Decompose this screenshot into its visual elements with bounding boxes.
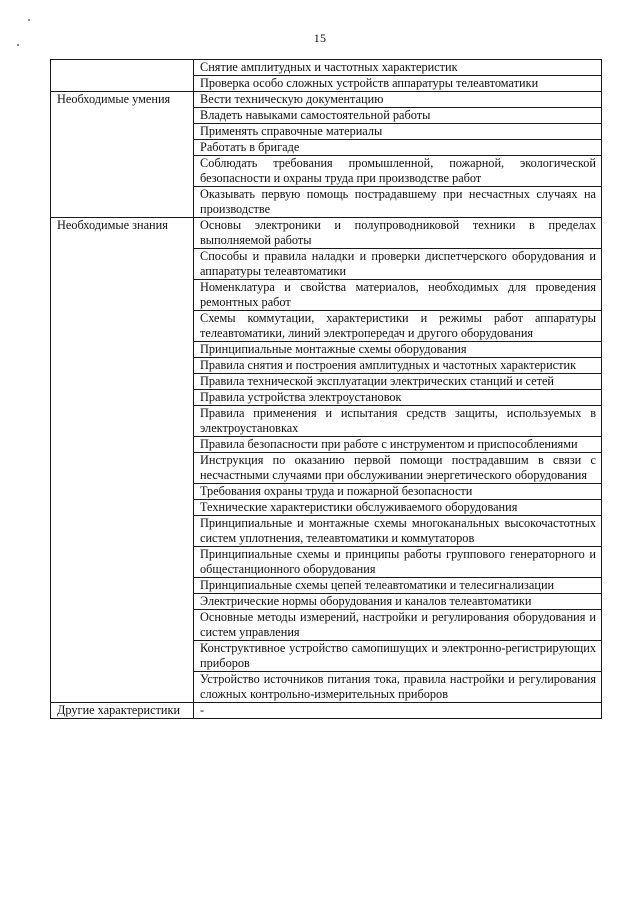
knowledge-item: Принципиальные схемы цепей телеавтоматики и телесигнализации — [194, 578, 602, 594]
scan-speck — [17, 44, 19, 46]
knowledge-item: Правила технической эксплуатации электрических станций и сетей — [194, 374, 602, 390]
other-label: Другие характеристики — [51, 703, 194, 719]
knowledge-item: Принципиальные монтажные схемы оборудования — [194, 342, 602, 358]
knowledge-item: Основы электроники и полупроводниковой техники в пределах выполняемой работы — [194, 218, 602, 249]
skill-item: Соблюдать требования промышленной, пожарной, экологической безопасности и охраны труда при производстве работ — [194, 156, 602, 187]
skill-item: Работать в бригаде — [194, 140, 602, 156]
knowledge-item: Основные методы измерений, настройки и регулирования оборудования и систем управления — [194, 610, 602, 641]
skill-item: Оказывать первую помощь пострадавшему при несчастных случаях на производстве — [194, 187, 602, 218]
table-row — [51, 218, 602, 249]
knowledge-item: Схемы коммутации, характеристики и режимы работ аппаратуры телеавтоматики, линий электропередач и другого оборудования — [194, 311, 602, 342]
knowledge-item: Инструкция по оказанию первой помощи пострадавшим в связи с несчастными случаями при обслуживании энергетического оборудования — [194, 453, 602, 484]
empty-label-cell — [51, 60, 194, 92]
knowledge-item: Принципиальные и монтажные схемы многоканальных высокочастотных систем уплотнения, телеавтоматики и коммутаторов — [194, 516, 602, 547]
skill-item: Владеть навыками самостоятельной работы — [194, 108, 602, 124]
knowledge-item: Технические характеристики обслуживаемого оборудования — [194, 500, 602, 516]
knowledge-item: Электрические нормы оборудования и каналов телеавтоматики — [194, 594, 602, 610]
qualification-table — [50, 59, 602, 719]
skill-item: Вести техническую документацию — [194, 92, 602, 108]
knowledge-item: Требования охраны труда и пожарной безопасности — [194, 484, 602, 500]
knowledge-item: Правила устройства электроустановок — [194, 390, 602, 406]
skills-label: Необходимые умения — [51, 92, 194, 218]
knowledge-item: Правила применения и испытания средств защиты, используемых в электроустановках — [194, 406, 602, 437]
skill-item: Применять справочные материалы — [194, 124, 602, 140]
page-number: 15 — [313, 31, 327, 45]
knowledge-item: Правила безопасности при работе с инструментом и приспособлениями — [194, 437, 602, 453]
knowledge-label: Необходимые знания — [51, 218, 194, 703]
knowledge-item: Устройство источников питания тока, правила настройки и регулирования сложных контрольно-измерительных приборов — [194, 672, 602, 703]
continuation-item: Проверка особо сложных устройств аппаратуры телеавтоматики — [194, 76, 602, 92]
knowledge-item: Принципиальные схемы и принципы работы группового генераторного и общестанционного оборудования — [194, 547, 602, 578]
table-row — [51, 60, 602, 76]
table-row — [51, 92, 602, 108]
knowledge-item: Конструктивное устройство самопишущих и электронно-регистрирующих приборов — [194, 641, 602, 672]
other-value: - — [194, 703, 602, 719]
knowledge-item: Номенклатура и свойства материалов, необходимых для проведения ремонтных работ — [194, 280, 602, 311]
scan-speck — [28, 19, 30, 21]
table-row — [51, 703, 602, 719]
knowledge-item: Правила снятия и построения амплитудных и частотных характеристик — [194, 358, 602, 374]
continuation-item: Снятие амплитудных и частотных характеристик — [194, 60, 602, 76]
knowledge-item: Способы и правила наладки и проверки диспетчерского оборудования и аппаратуры телеавтоматики — [194, 249, 602, 280]
